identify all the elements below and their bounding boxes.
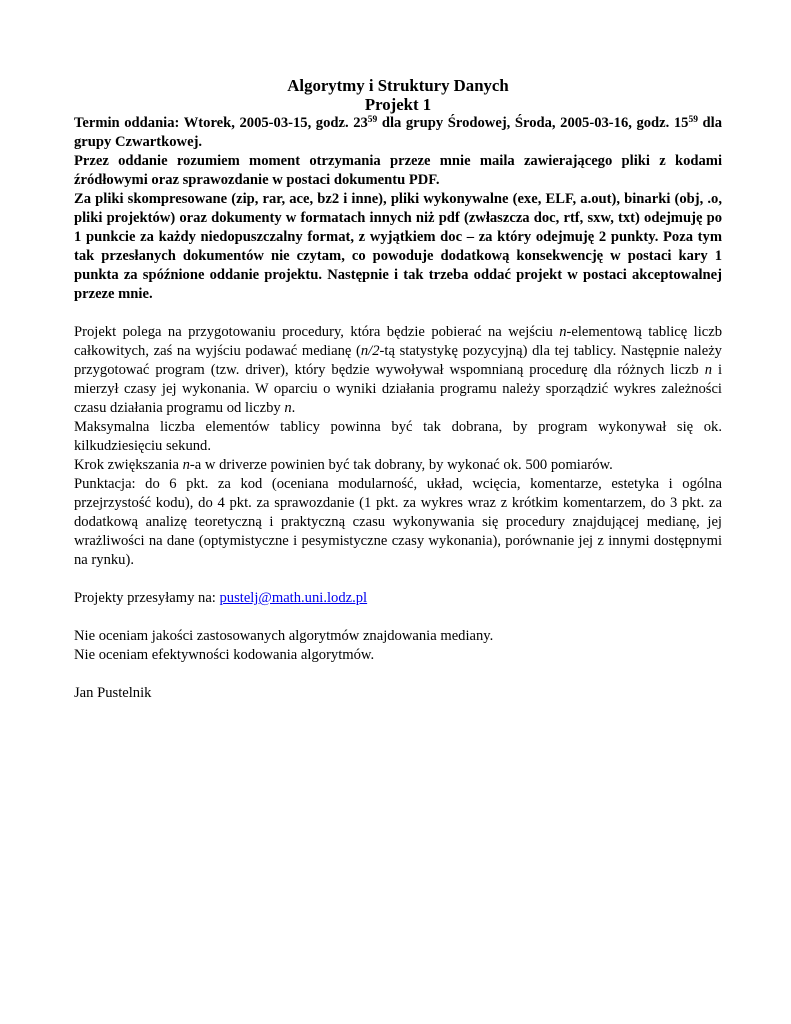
math-n: n — [704, 362, 712, 378]
note-coding-efficiency: Nie oceniam efektywności kodowania algorytmów. — [74, 647, 375, 663]
task-paragraph-description — [74, 323, 722, 418]
text-run: -tą statystykę pozycyjną) dla tej tablicy. Następnie należy przygotować program (tzw. driver), który będzie wywoływał wspomnianą procedurę dla różnych liczb — [74, 343, 722, 378]
notes-section — [74, 627, 722, 665]
email-link[interactable]: pustelj@math.uni.lodz.pl — [219, 590, 368, 606]
deadline-minutes-2: 59 — [688, 114, 698, 125]
text-run: i mierzył czasy jej wykonania. W oparciu o wyniki działania programu należy sporządzić wykres zależności czasu działania programu od liczby — [74, 362, 723, 416]
spacer — [74, 608, 722, 627]
task-paragraph-step — [74, 456, 722, 475]
math-n: n — [284, 400, 292, 416]
math-n: n — [559, 324, 567, 340]
send-to-label: Projekty przesyłamy na: — [74, 590, 220, 606]
submission-paragraph: Przez oddanie rozumiem moment otrzymania przeze mnie maila zawierającego pliki z kodami źródłowymi oraz sprawozdanie w postaci dokumentu PDF. — [74, 153, 722, 188]
deadline-minutes-1: 59 — [367, 114, 378, 125]
spacer — [74, 570, 722, 589]
penalty-paragraph: Za pliki skompresowane (zip, rar, ace, bz2 i inne), pliki wykonywalne (exe, ELF, a.out), binarki (obj, .o, pliki projektów) oraz dokumenty w formatach innych niż pdf (zwłaszcza doc, rtf, sxw, txt) odejmuję po 1 punkcie za każdy niedopuszczalny format, z wyjątkiem doc – za który odejmuję 2 punkty. Poza tym tak przesłanych dokumentów nie czytam, co powoduje dodatkową konsekwencję w postaci kary 1 punkta za spóźnione oddanie projektu. Następnie i tak trzeba oddać projekt w postaci akceptowalnej przeze mnie. — [74, 191, 722, 302]
text-run: -elementową tablicę liczb całkowitych, zaś na wyjściu podawać medianę ( — [74, 324, 722, 359]
deadline-text-1: Termin oddania: Wtorek, 2005-03-15, godz. 23 — [74, 115, 368, 131]
deadline-paragraph — [74, 114, 722, 152]
task-paragraph-array-size: Maksymalna liczba elementów tablicy powinna być tak dobrana, by program wykonywał się ok. kilkudziesięciu sekund. — [74, 419, 722, 454]
deadline-text-2: dla grupy Środowej, Środa, 2005-03-16, godz. 15 — [377, 115, 689, 131]
text-run: Krok zwiększania — [74, 457, 183, 473]
rules-section — [74, 114, 722, 304]
title-line-course: Algorytmy i Struktury Danych — [287, 76, 509, 95]
send-to-line — [74, 589, 722, 608]
task-section — [74, 323, 722, 570]
task-paragraph-scoring: Punktacja: do 6 pkt. za kod (oceniana modularność, układ, wcięcia, komentarze, estetyka i ogólna przejrzystość kodu), do 4 pkt. za sprawozdanie (1 pkt. za wykres wraz z krótkim komentarzem, do 3 pkt. za dodatkową analizę teoretyczną i praktyczną czasu wykonywania się procedury znajdującej medianę, jej wrażliwości na dane (optymistyczne i pesymistyczne czasy wykonania), porównanie jej z innymi dostępnymi na rynku). — [74, 476, 722, 568]
author-name: Jan Pustelnik — [74, 685, 152, 701]
document-page — [74, 76, 722, 703]
text-run: . — [291, 400, 296, 416]
deadline-text-3: dla grupy Czwartkowej. — [74, 115, 722, 150]
math-n-half: n/2 — [360, 343, 380, 359]
note-median-quality: Nie oceniam jakości zastosowanych algorytmów znajdowania mediany. — [74, 628, 494, 644]
title-line-project: Projekt 1 — [364, 95, 432, 114]
text-run: -a w driverze powinien być tak dobrany, by wykonać ok. 500 pomiarów. — [189, 457, 613, 473]
submission-address — [74, 589, 722, 608]
math-n: n — [182, 457, 190, 473]
spacer — [74, 665, 722, 684]
spacer — [74, 304, 722, 323]
text-run: Projekt polega na przygotowaniu procedury, która będzie pobierać na wejściu — [74, 324, 560, 340]
document-title — [74, 76, 722, 114]
signature-section — [74, 684, 722, 703]
